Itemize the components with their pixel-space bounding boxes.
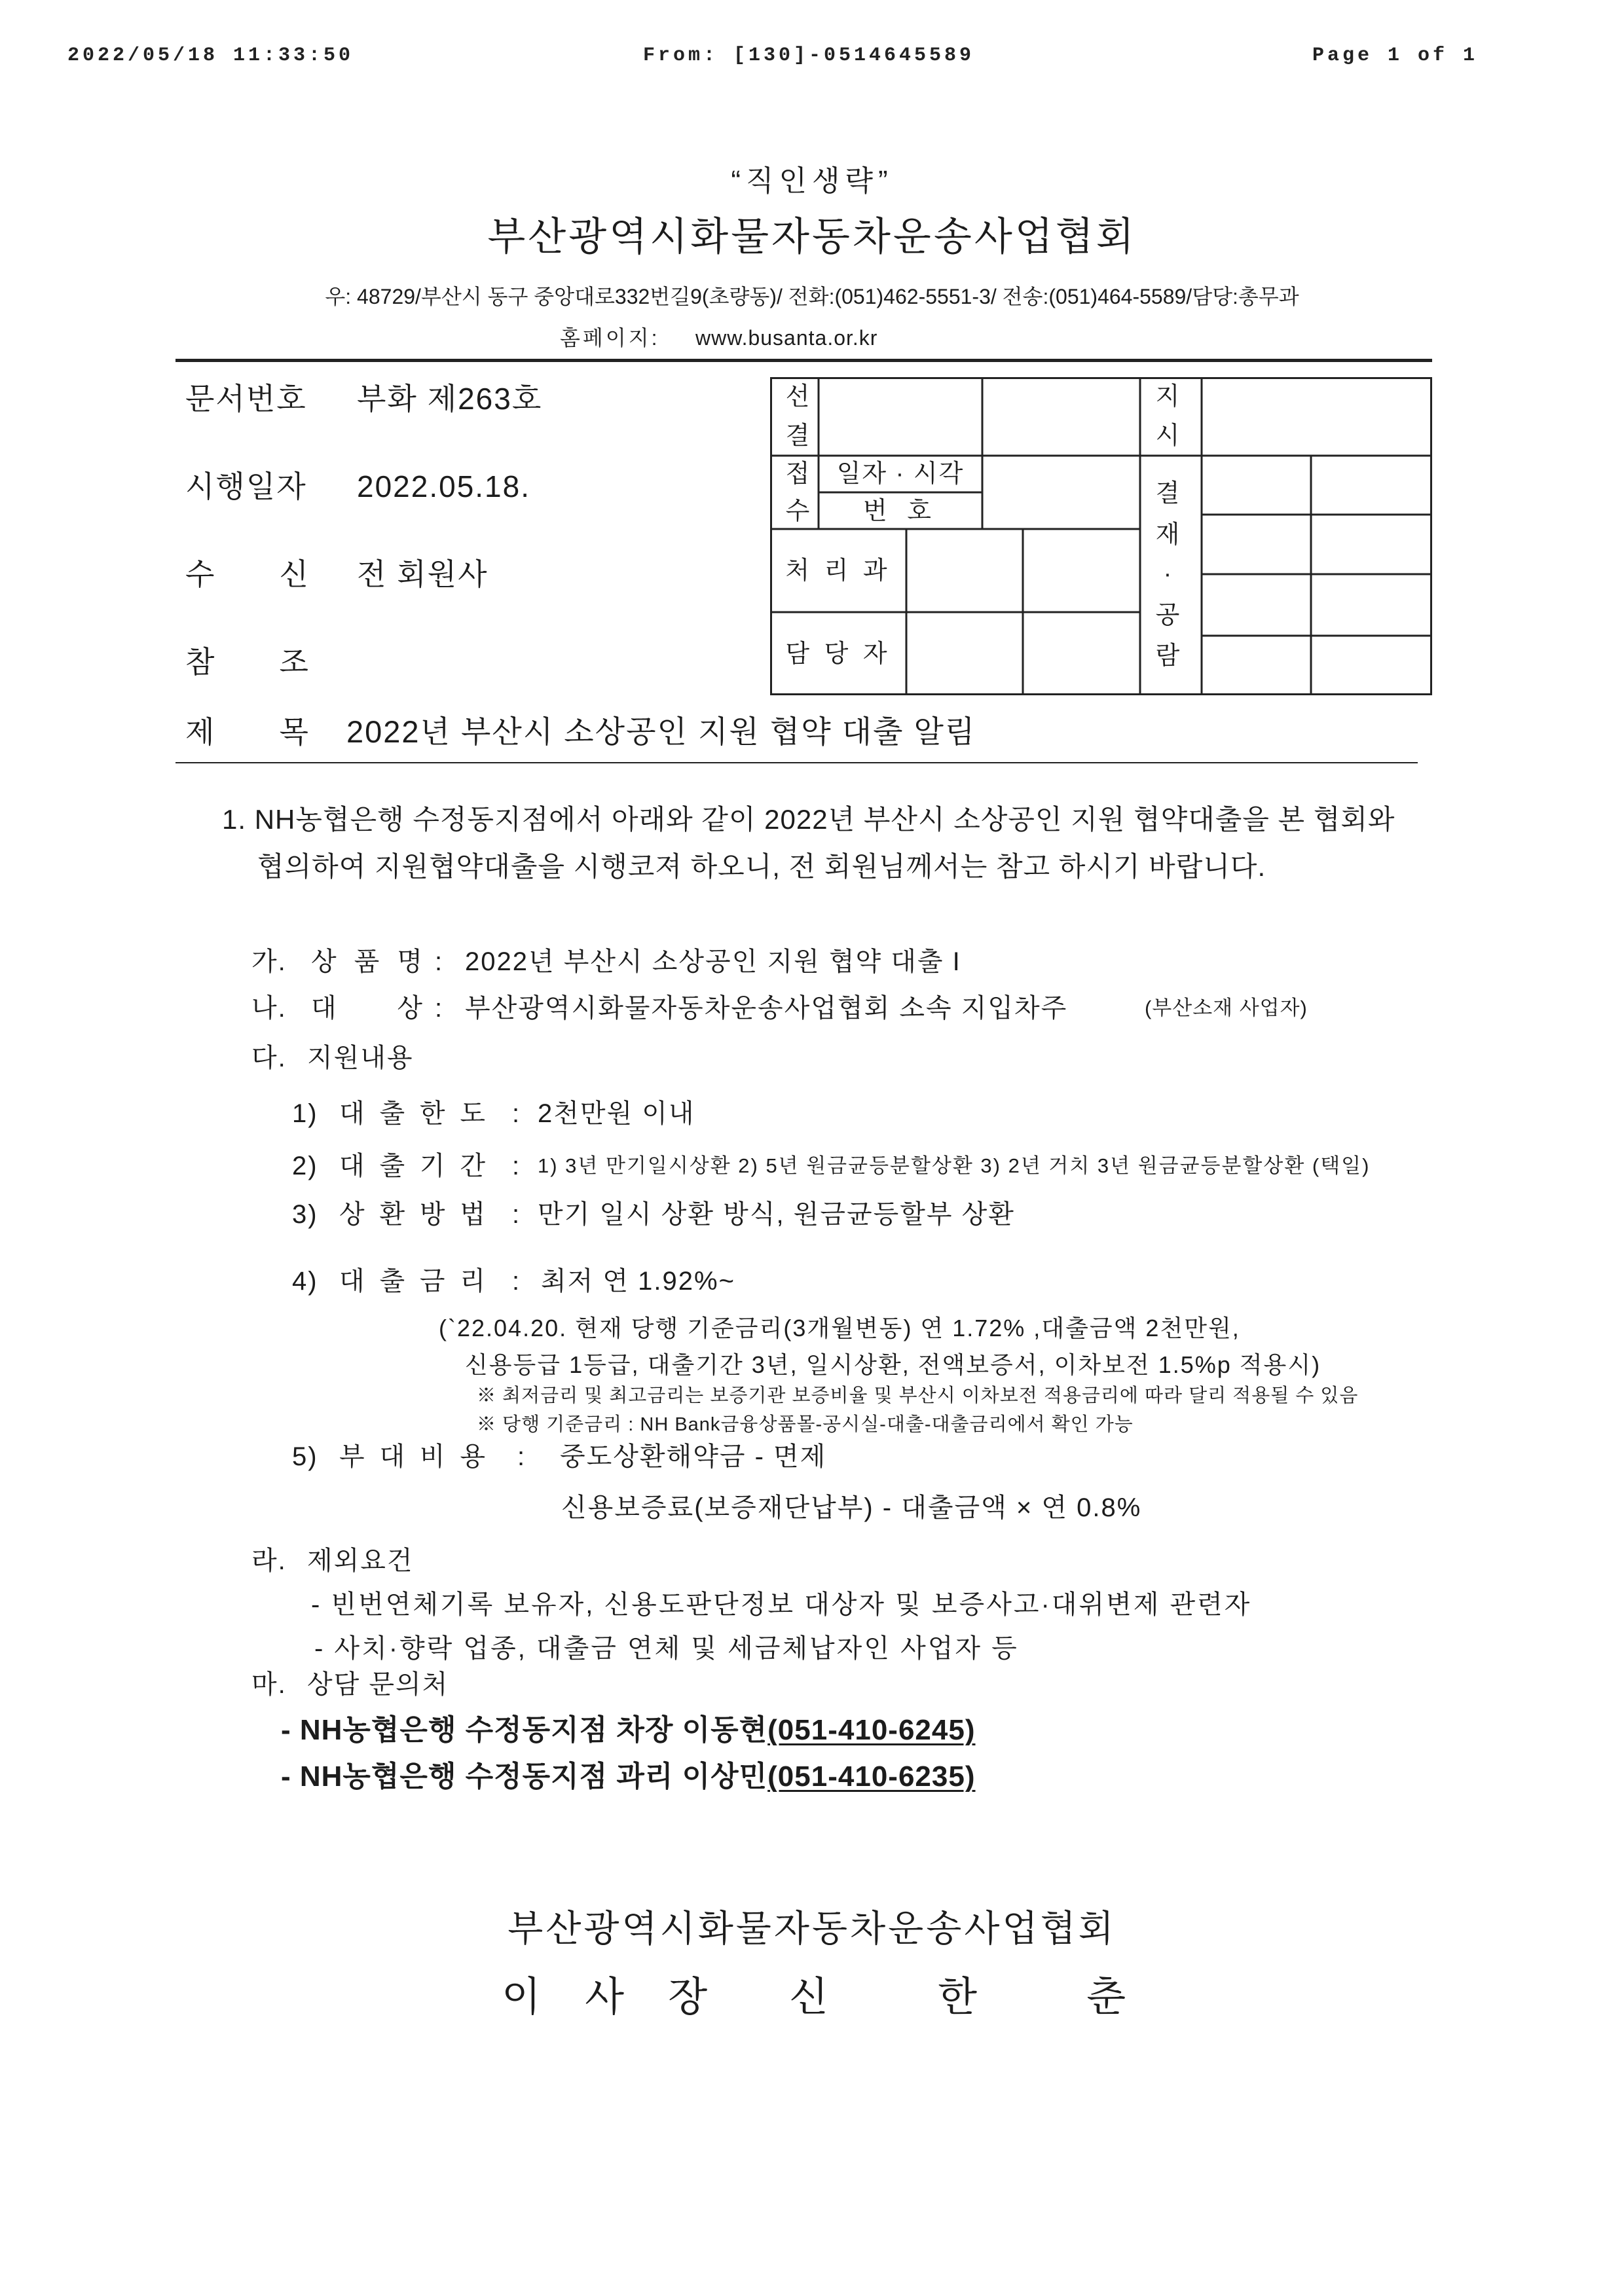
interest-rate-label: 대 출 금 리 — [339, 1267, 487, 1296]
recipient-value: 전 회원사 — [357, 557, 489, 591]
product-value: 2022년 부산시 소상공인 지원 협약 대출 I — [465, 947, 961, 976]
intro-text-2: 협의하여 지원협약대출을 시행코져 하오니, 전 회원님께서는 참고 하시기 바랍니다. — [257, 851, 1266, 882]
contacts-marker: 마. — [251, 1670, 287, 1699]
subject-label: 제 목 — [185, 715, 310, 749]
footer-signatory — [0, 1971, 1624, 2024]
fax-header — [0, 36, 1624, 75]
contact-phone-2: (051-410-6235) — [767, 1760, 976, 1793]
letterhead-homepage — [0, 318, 1624, 357]
homepage-url: www.busanta.or.kr — [695, 326, 878, 350]
seal-omitted-note: “직인생략” — [731, 165, 893, 197]
interest-rate-detail-text-1: (`22.04.20. 현재 당행 기준금리(3개월변동) 연 1.72% ,대출금액 2천만원, — [439, 1315, 1240, 1341]
homepage-label: 홈페이지: — [560, 326, 660, 350]
loan-limit-row — [0, 1094, 1624, 1133]
contact-phone-1: (051-410-6245) — [767, 1714, 976, 1746]
footer-org-name: 부산광역시화물자동차운송사업협회 — [507, 1908, 1116, 1949]
interest-rate-note-text-1: ※ 최저금리 및 최고금리는 보증기관 보증비율 및 부산시 이차보전 적용금리에 따라 달리 적용될 수 있음 — [477, 1385, 1359, 1406]
additional-costs-row — [0, 1437, 1624, 1476]
interest-rate-row — [0, 1262, 1624, 1301]
interest-rate-detail-1 — [0, 1309, 1624, 1348]
doc-number-label: 문서번호 — [185, 382, 307, 416]
loan-limit-value: 2천만원 이내 — [538, 1099, 695, 1128]
exclusion-item-2 — [0, 1629, 1624, 1668]
loan-term-separator: : — [512, 1152, 521, 1180]
letterhead-org-name: 부산광역시화물자동차운송사업협회 — [487, 215, 1137, 259]
loan-limit-marker: 1) — [292, 1099, 318, 1128]
additional-costs-label: 부 대 비 용 — [339, 1442, 487, 1471]
loan-term-marker: 2) — [292, 1152, 318, 1180]
person-in-charge-label: 담 당 자 — [785, 640, 891, 668]
intro-line-1 — [0, 800, 1624, 839]
receipt-datetime-label: 일자 · 시각 — [836, 460, 965, 488]
approval-stamp-box — [770, 377, 1432, 695]
product-separator: : — [435, 947, 444, 976]
exclusion-text-2: - 사치·향락 업종, 대출금 연체 및 세금체납자인 사업자 등 — [314, 1634, 1019, 1663]
recipient-label: 수 신 — [185, 557, 310, 591]
issue-date-value: 2022.05.18. — [357, 469, 531, 503]
approval-review-label-2: 재 — [1155, 521, 1181, 549]
receipt-number-label: 번 호 — [863, 498, 938, 525]
contact-text-1: - NH농협은행 수정동지점 차장 이동현 — [281, 1714, 768, 1746]
interest-rate-detail-text-2: 신용등급 1등급, 대출기간 3년, 일시상환, 전액보증서, 이차보전 1.5%p 적용시) — [465, 1351, 1321, 1378]
target-marker: 나. — [251, 994, 287, 1023]
target-note: (부산소재 사업자) — [1145, 996, 1308, 1019]
issue-date-label: 시행일자 — [185, 469, 307, 503]
loan-limit-label: 대 출 한 도 — [339, 1099, 487, 1128]
receipt-label-2: 수 — [785, 498, 811, 525]
doc-number-value: 부화 제263호 — [357, 382, 543, 416]
support-heading — [0, 1038, 1624, 1078]
contact-line-2 — [281, 1757, 975, 1796]
fax-datetime: 2022/05/18 11:33:50 — [67, 45, 354, 67]
signatory-title: 이 사 장 — [502, 1975, 708, 2020]
exclusions-title: 제외요건 — [307, 1546, 414, 1575]
product-row — [0, 942, 1624, 981]
subject-divider — [175, 762, 1418, 763]
exclusions-heading — [0, 1541, 1624, 1580]
intro-text-1: 1. NH농협은행 수정동지점에서 아래와 같이 2022년 부산시 소상공인 지원 협약대출을 본 협회와 — [222, 804, 1395, 835]
repayment-method-separator: : — [512, 1200, 521, 1229]
contact-item-2 — [0, 1757, 1624, 1796]
interest-rate-marker: 4) — [292, 1267, 318, 1296]
letterhead-divider — [175, 359, 1432, 362]
additional-costs-value-2: 신용보증료(보증재단납부) - 대출금액 × 연 0.8% — [561, 1493, 1142, 1522]
approval-review-label-4: 공 — [1155, 602, 1181, 629]
interest-rate-note-text-2: ※ 당행 기준금리 : NH Bank금융상품몰-공시실-대출-대출금리에서 확인 가능 — [477, 1414, 1134, 1435]
subject-value: 2022년 부산시 소상공인 지원 협약 대출 알림 — [346, 714, 976, 749]
contacts-title: 상담 문의처 — [307, 1670, 449, 1699]
processing-dept-label: 처 리 과 — [785, 557, 891, 585]
target-row — [0, 989, 1624, 1028]
product-marker: 가. — [251, 947, 287, 976]
interest-rate-separator: : — [512, 1267, 521, 1296]
support-title: 지원내용 — [307, 1044, 414, 1072]
fax-page-count: Page 1 of 1 — [1312, 45, 1479, 67]
receipt-label-1: 접 — [785, 460, 811, 488]
additional-costs-separator: : — [517, 1442, 526, 1471]
letterhead-address: 우: 48729/부산시 동구 중앙대로332번길9(초량동)/ 전화:(051)462-5551-3/ 전송:(051)464-5589/담당:총무과 — [325, 285, 1299, 308]
pre-approval-label-1: 선 — [785, 383, 811, 410]
intro-line-2 — [0, 847, 1624, 886]
approval-review-label-1: 결 — [1155, 480, 1181, 507]
loan-limit-separator: : — [512, 1099, 521, 1128]
instruction-label-1: 지 — [1155, 383, 1181, 410]
additional-costs-value: 중도상환해약금 - 면제 — [560, 1442, 827, 1471]
support-marker: 다. — [251, 1044, 287, 1072]
repayment-method-value: 만기 일시 상환 방식, 원금균등할부 상환 — [538, 1200, 1015, 1229]
approval-review-label-5: 람 — [1155, 642, 1181, 670]
loan-term-row — [0, 1146, 1624, 1186]
target-label: 대 상 — [311, 994, 424, 1023]
contact-text-2: - NH농협은행 수정동지점 과리 이상민 — [281, 1760, 768, 1793]
additional-costs-marker: 5) — [292, 1442, 318, 1471]
repayment-method-marker: 3) — [292, 1200, 318, 1229]
approval-review-label-3: · — [1163, 560, 1173, 588]
pre-approval-label-2: 결 — [785, 422, 811, 450]
interest-rate-value: 최저 연 1.92%~ — [541, 1267, 735, 1296]
product-label: 상 품 명 — [311, 947, 424, 976]
contact-item-1 — [0, 1711, 1624, 1750]
subject-row — [0, 712, 1624, 752]
signatory-name: 신 한 춘 — [789, 1975, 1126, 2020]
loan-term-label: 대 출 기 간 — [339, 1152, 487, 1180]
target-separator: : — [435, 994, 444, 1023]
fax-sender: From: [130]-0514645589 — [643, 45, 975, 67]
repayment-method-row — [0, 1195, 1624, 1234]
target-value: 부산광역시화물자동차운송사업협회 소속 지입차주 — [465, 994, 1068, 1023]
repayment-method-label: 상 환 방 법 — [339, 1200, 487, 1229]
instruction-label-2: 시 — [1155, 422, 1181, 450]
contact-line-1 — [281, 1711, 975, 1750]
contacts-heading — [0, 1665, 1624, 1704]
exclusion-text-1: - 빈번연체기록 보유자, 신용도판단정보 대상자 및 보증사고·대위변제 관련자 — [311, 1590, 1252, 1619]
exclusions-marker: 라. — [251, 1546, 287, 1575]
exclusion-item-1 — [0, 1585, 1624, 1624]
loan-term-value: 1) 3년 만기일시상환 2) 5년 원금균등분할상환 3) 2년 거치 3년 원금균등분할상환 (택일) — [538, 1154, 1371, 1177]
additional-costs-row-2 — [0, 1488, 1624, 1527]
reference-label: 참 조 — [185, 645, 310, 679]
